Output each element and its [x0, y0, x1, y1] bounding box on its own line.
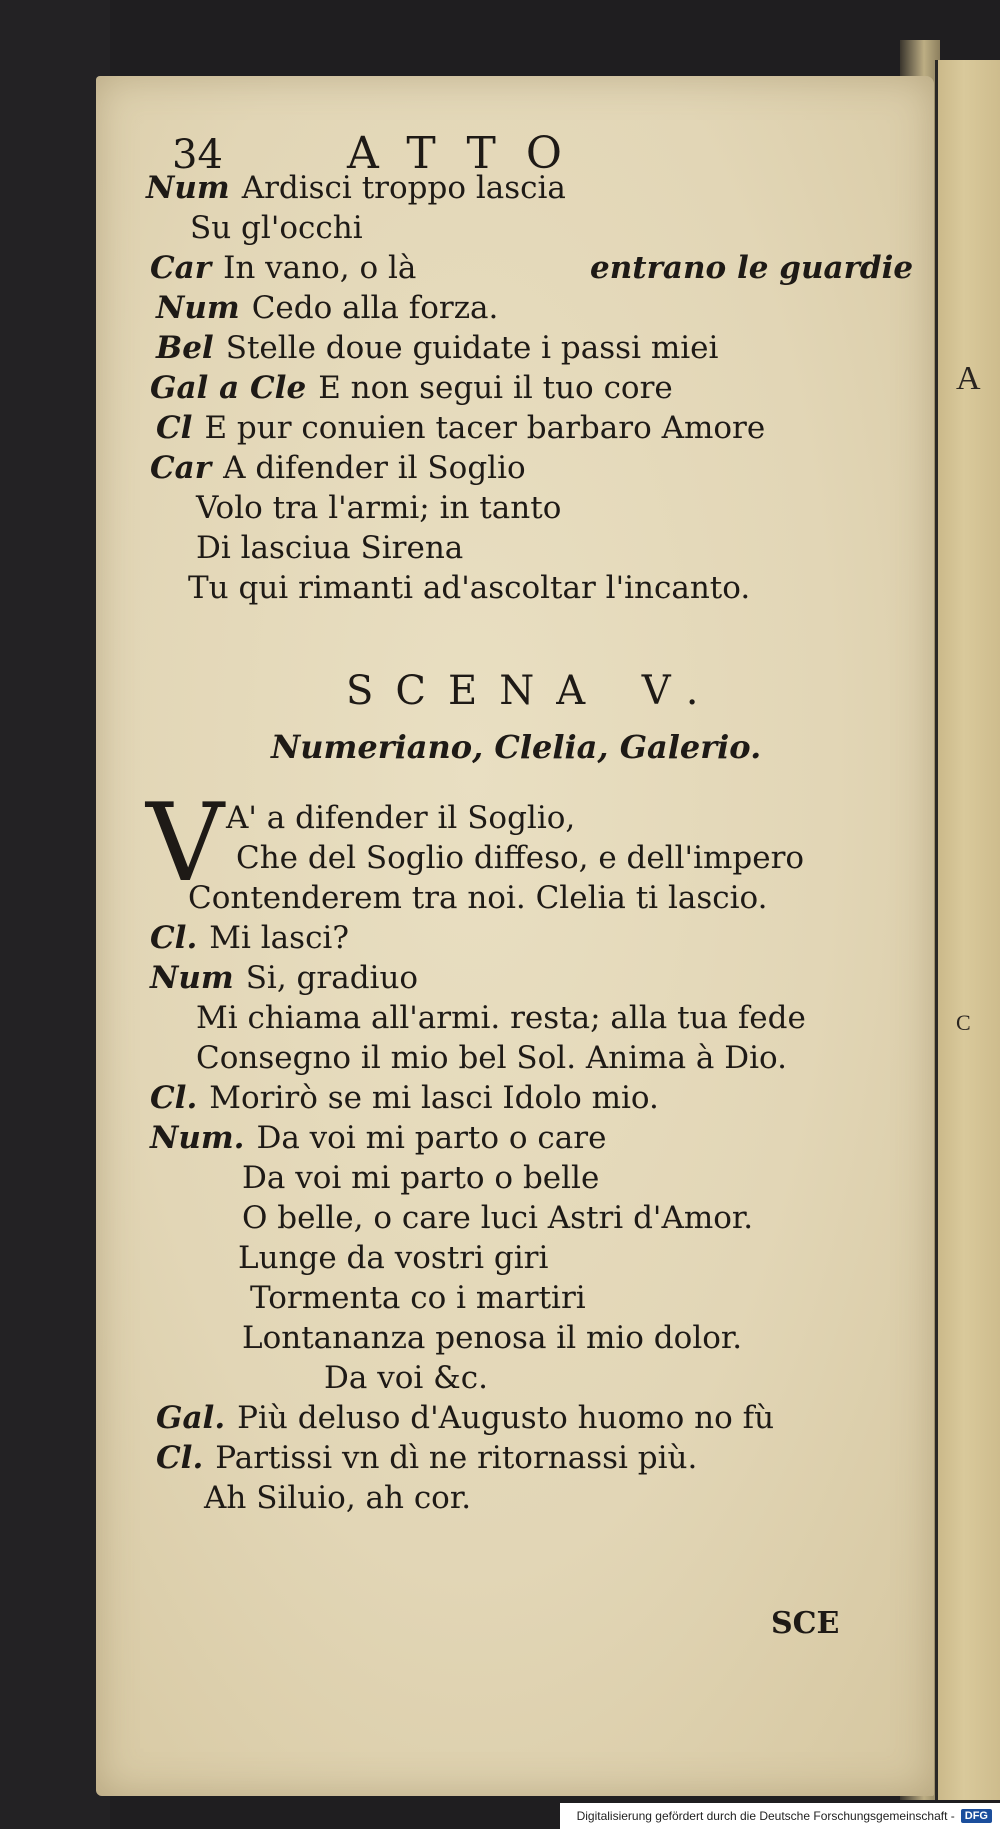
speaker-label: Gal a Cle: [150, 370, 307, 406]
verse-text: Su gl'occhi: [190, 210, 363, 246]
stage-direction: entrano le guardie: [590, 250, 914, 286]
verse-text: Tu qui rimanti ad'ascoltar l'incanto.: [188, 570, 751, 606]
verse-line: [238, 1238, 548, 1278]
verse-line: [150, 368, 673, 408]
verse-line: [242, 1318, 742, 1358]
verse-line: [190, 208, 363, 248]
verse-line: [196, 1038, 787, 1078]
verse-line: [156, 1398, 774, 1438]
verse-text: Più deluso d'Augusto huomo no fù: [237, 1400, 775, 1436]
facing-page-fragment: A: [956, 360, 981, 397]
digitization-credit: [560, 1803, 1000, 1829]
speaker-label: Cl.: [150, 1080, 198, 1116]
verse-text: Mi lasci?: [209, 920, 349, 956]
verse-line: [188, 568, 750, 608]
scene-characters: Numeriano, Clelia, Galerio.: [271, 728, 762, 766]
verse-line: [236, 838, 804, 878]
speaker-label: Car: [150, 450, 212, 486]
verse-line: [150, 958, 418, 998]
verse-line: [156, 1438, 697, 1478]
facing-page-fragment: C: [956, 1010, 971, 1035]
verse-text: Da voi mi parto o belle: [242, 1160, 600, 1196]
verse-line: [188, 878, 768, 918]
verse-text: Da voi &c.: [324, 1360, 488, 1396]
verse-text: Lontananza penosa il mio dolor.: [242, 1320, 743, 1356]
verse-line: [242, 1198, 753, 1238]
speaker-label: Num: [146, 170, 230, 206]
scene-title: SCENA V.: [346, 668, 721, 714]
verse-text: A difender il Soglio: [223, 450, 526, 486]
verse-text: Tormenta co i martiri: [250, 1280, 586, 1316]
verse-line: [242, 1158, 599, 1198]
verse-text: Mi chiama all'armi. resta; alla tua fede: [196, 1000, 806, 1036]
verse-text: Contenderem tra noi. Clelia ti lascio.: [188, 880, 768, 916]
verse-line: [204, 1478, 471, 1518]
page-number: 34: [172, 132, 223, 178]
speaker-label: Num: [150, 960, 234, 996]
verse-line: [150, 448, 526, 488]
verse-text: Si, gradiuo: [245, 960, 419, 996]
verse-line: [250, 1278, 586, 1318]
verse-text: E pur conuien tacer barbaro Amore: [204, 410, 766, 446]
verse-text: E non segui il tuo core: [318, 370, 673, 406]
verse-line: [150, 918, 349, 958]
verse-text: In vano, o là: [223, 250, 417, 286]
verse-text: Che del Soglio diffeso, e dell'impero: [236, 840, 805, 876]
speaker-label: Cl.: [150, 920, 198, 956]
verse-text: Ardisci troppo lascia: [241, 170, 566, 206]
facing-page: [935, 60, 1000, 1800]
dfg-logo-icon: DFG: [961, 1809, 992, 1823]
verse-text: Cedo alla forza.: [251, 290, 499, 326]
verse-text: Morirò se mi lasci Idolo mio.: [209, 1080, 659, 1116]
speaker-label: Num.: [150, 1120, 245, 1156]
verse-text: Consegno il mio bel Sol. Anima à Dio.: [196, 1040, 787, 1076]
speaker-label: Car: [150, 250, 212, 286]
verse-line: [150, 1118, 606, 1158]
speaker-label: Gal.: [156, 1400, 226, 1436]
verse-line: [196, 488, 561, 528]
speaker-label: Num: [156, 290, 240, 326]
verse-text: A' a difender il Soglio,: [226, 800, 576, 836]
verse-text: Di lasciua Sirena: [196, 530, 464, 566]
verse-text: Ah Siluio, ah cor.: [204, 1480, 472, 1516]
book-page: [96, 76, 934, 1796]
verse-line: [150, 248, 914, 288]
speaker-label: Bel: [156, 330, 214, 366]
speaker-label: Cl: [156, 410, 193, 446]
verse-text: O belle, o care luci Astri d'Amor.: [242, 1200, 754, 1236]
verse-text: Stelle doue guidate i passi miei: [225, 330, 719, 366]
scanner-background: [0, 0, 110, 1829]
verse-line: [226, 798, 575, 838]
verse-text: Da voi mi parto o care: [256, 1120, 607, 1156]
credit-text: Digitalisierung gefördert durch die Deutsche Forschungsgemeinschaft -: [576, 1809, 955, 1823]
verse-line: [196, 998, 806, 1038]
verse-line: [150, 1078, 659, 1118]
verse-text: Volo tra l'armi; in tanto: [196, 490, 562, 526]
verse-text: Partissi vn dì ne ritornassi più.: [215, 1440, 698, 1476]
speaker-label: Cl.: [156, 1440, 204, 1476]
verse-line: [324, 1358, 488, 1398]
verse-line: [196, 528, 463, 568]
verse-line: [156, 408, 765, 448]
running-head: ATTO: [347, 128, 592, 179]
verse-line: [156, 328, 718, 368]
drop-cap: V: [146, 781, 224, 906]
verse-line: [146, 168, 566, 208]
verse-text: Lunge da vostri giri: [238, 1240, 549, 1276]
catchword: SCE: [771, 1606, 840, 1641]
verse-line: [156, 288, 498, 328]
